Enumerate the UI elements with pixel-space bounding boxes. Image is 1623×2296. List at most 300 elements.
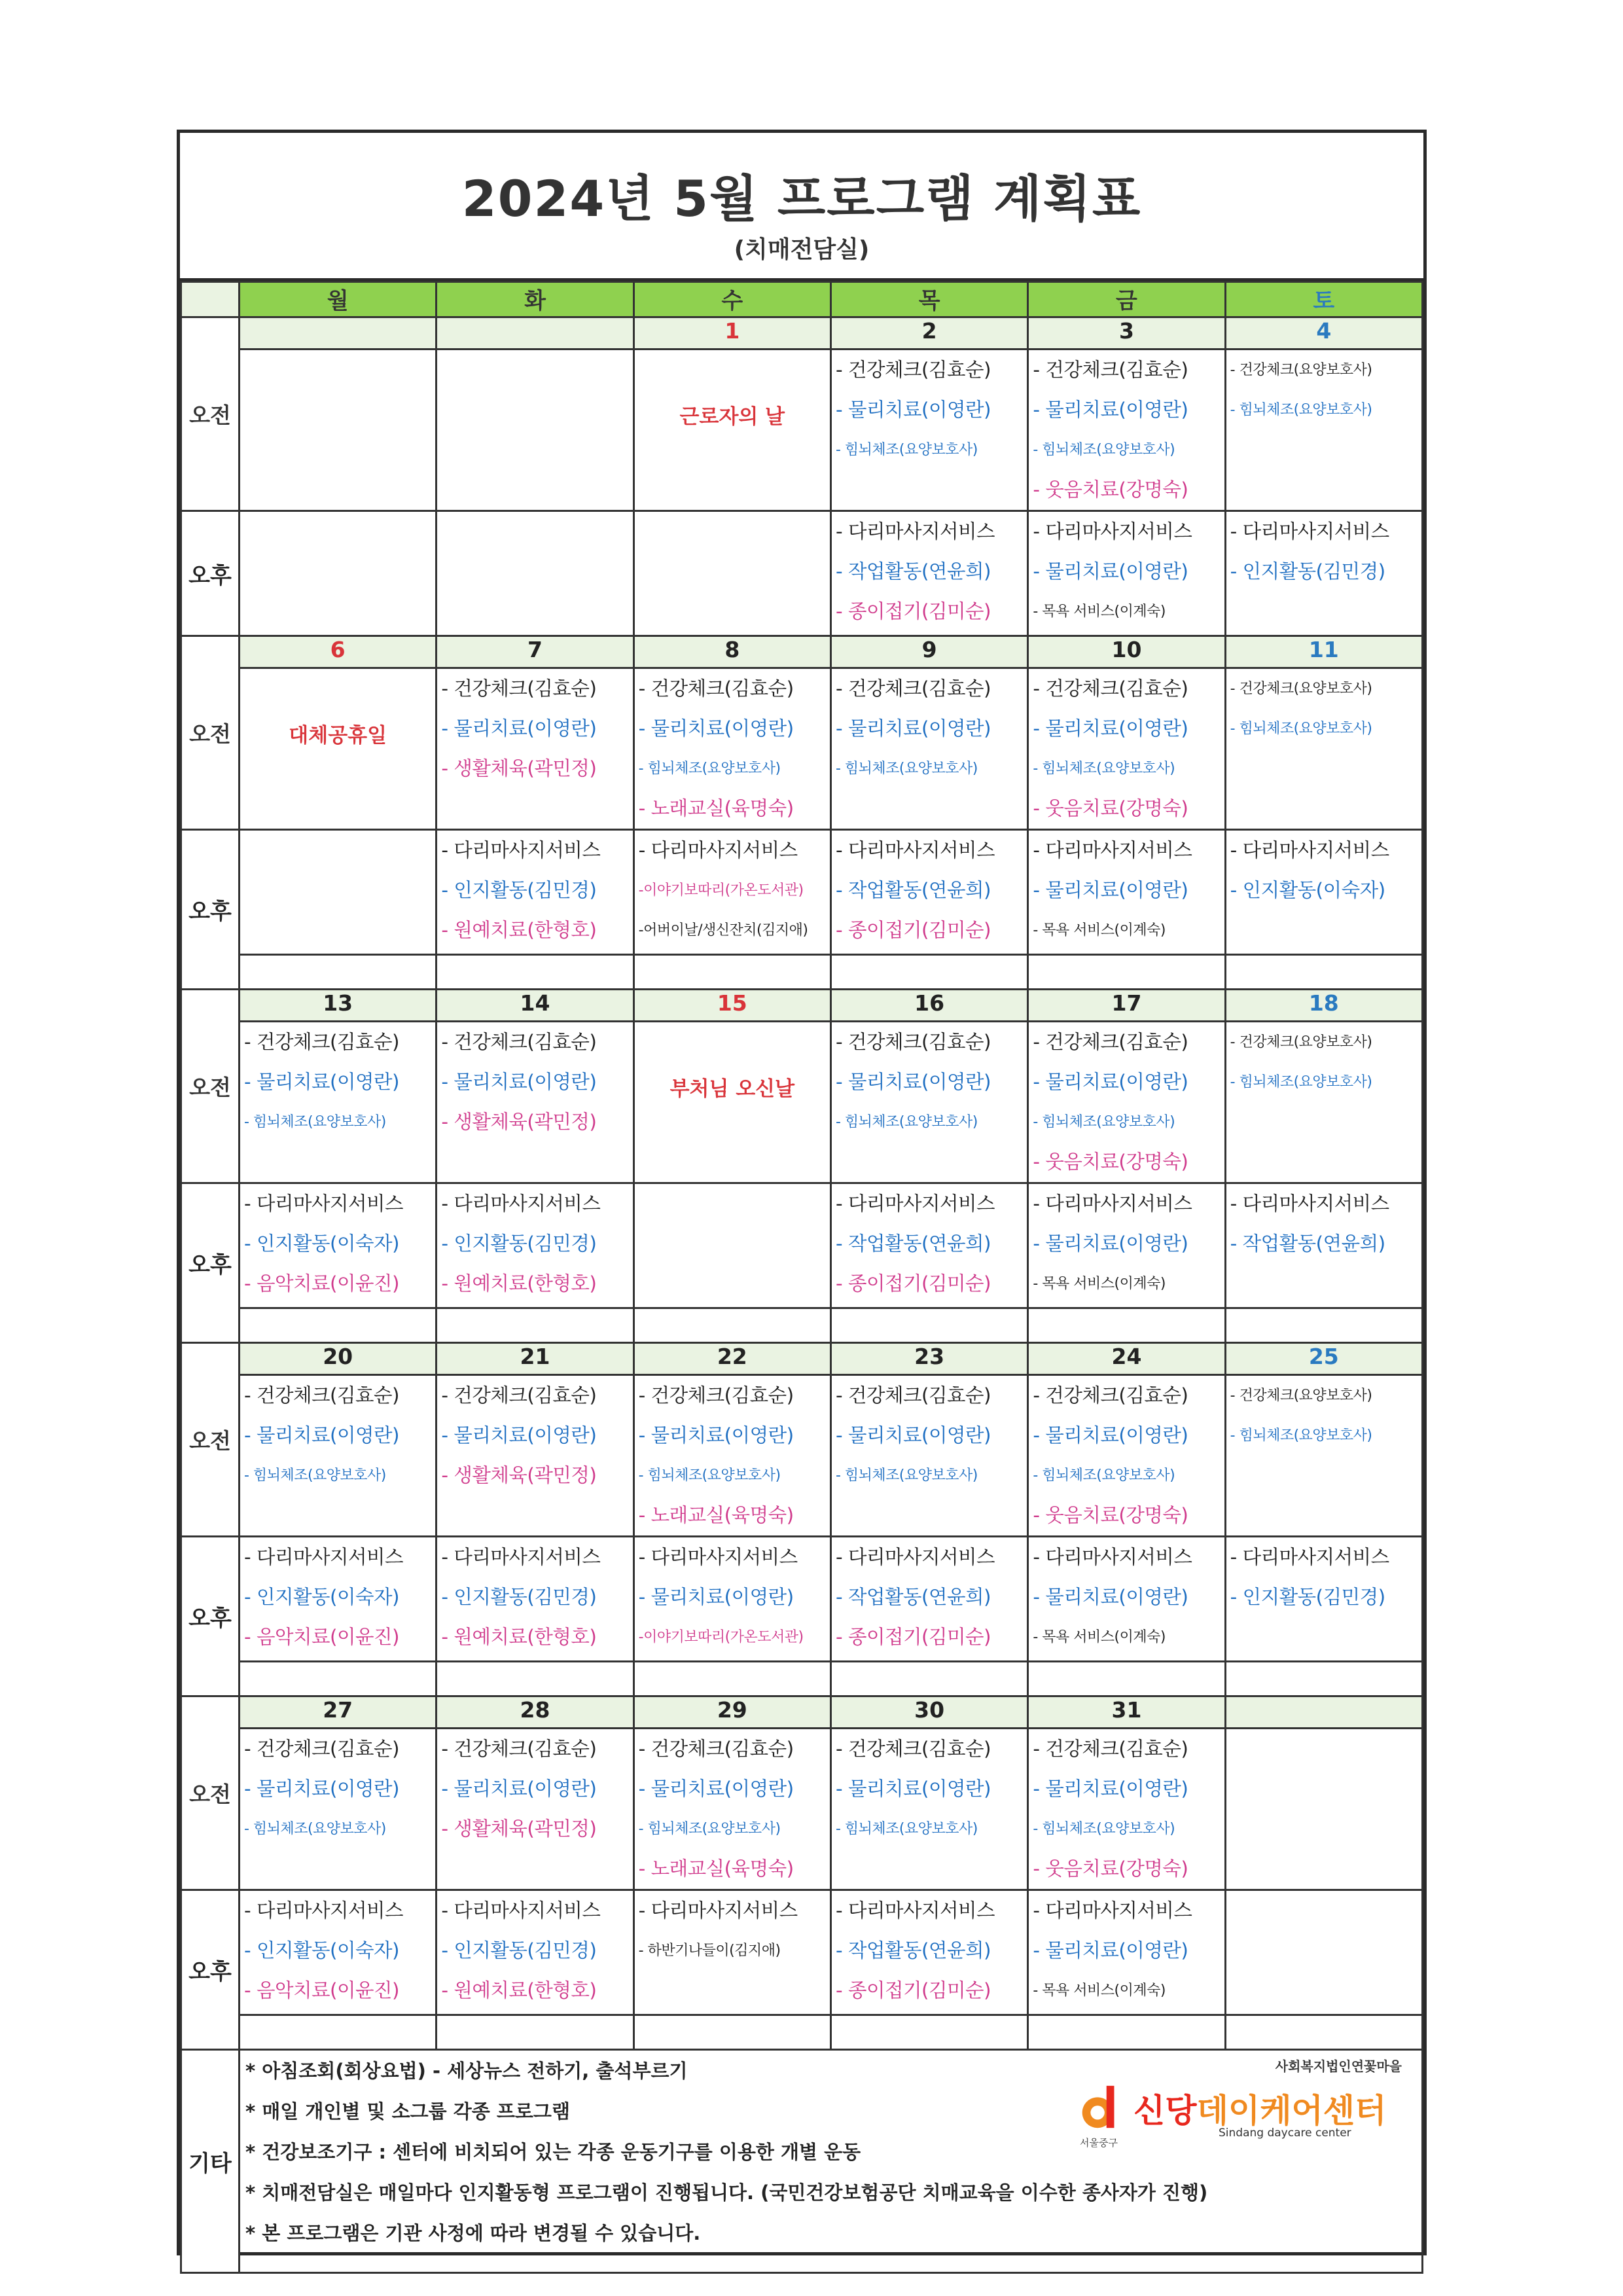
pm-cell <box>240 1890 437 2015</box>
am-row <box>181 1022 1423 1183</box>
spacer-row <box>181 955 1423 990</box>
pm-cell <box>1225 1183 1422 1308</box>
day-number-6: 6 <box>240 636 437 668</box>
program-item: - 건강체크(요양보호사) <box>1230 681 1372 697</box>
program-item: - 웃음치료(강명숙) <box>1033 478 1188 501</box>
am-cell <box>437 1375 633 1537</box>
program-item: - 인지활동(김민경) <box>441 1232 597 1255</box>
program-item: - 다리마사지서비스 <box>244 1193 403 1215</box>
am-cell <box>437 1729 633 1890</box>
day-number-22: 22 <box>633 1343 830 1375</box>
logo-mark-icon <box>1075 2082 1126 2133</box>
am-cell <box>240 1022 437 1183</box>
program-item: - 작업활동(연윤희) <box>835 1939 991 1962</box>
am-cell <box>830 1375 1027 1537</box>
pm-label: 오후 <box>181 1890 240 2050</box>
am-cell <box>240 1375 437 1537</box>
program-item: - 생활체육(곽민정) <box>441 1818 597 1840</box>
program-item: - 다리마사지서비스 <box>638 839 798 861</box>
program-item: - 생활체육(곽민정) <box>441 757 597 780</box>
program-item: - 건강체크(김효순) <box>441 1738 597 1760</box>
pm-row <box>181 830 1423 955</box>
program-item: - 작업활동(연윤희) <box>835 879 991 901</box>
program-item: - 건강체크(김효순) <box>1033 1384 1188 1407</box>
am-row <box>181 1375 1423 1537</box>
pm-cell <box>437 511 633 636</box>
pm-cell <box>1028 511 1225 636</box>
am-cell <box>1225 668 1422 830</box>
logo-district: 서울중구 <box>1080 2137 1118 2149</box>
program-item: - 웃음치료(강명숙) <box>1033 1504 1188 1526</box>
am-cell <box>437 1022 633 1183</box>
am-cell <box>633 668 830 830</box>
spacer-cell <box>1225 955 1422 990</box>
program-item: - 원예치료(한형호) <box>441 919 597 941</box>
program-item: - 종이접기(김미순) <box>835 1626 991 1648</box>
logo-name-main: 신당 <box>1133 2092 1197 2130</box>
program-item: - 다리마사지서비스 <box>638 1899 798 1922</box>
program-item: - 인지활동(이숙자) <box>244 1232 400 1255</box>
day-number-14: 14 <box>437 990 633 1022</box>
weekday-header-2: 수 <box>633 282 830 317</box>
program-item: - 다리마사지서비스 <box>1230 520 1389 543</box>
am-label: 오전 <box>181 1696 240 1890</box>
header-corner <box>181 282 240 317</box>
day-number-1: 1 <box>633 317 830 350</box>
spacer-cell <box>1225 1662 1422 1696</box>
program-item: - 물리치료(이영란) <box>835 1071 991 1093</box>
program-item: - 힘뇌체조(요양보호사) <box>1033 1467 1175 1484</box>
program-item: - 물리치료(이영란) <box>1033 1778 1188 1800</box>
day-number-4: 4 <box>1225 317 1422 350</box>
misc-row <box>181 2050 1423 2273</box>
day-number-30: 30 <box>830 1696 1027 1729</box>
program-item: - 노래교실(육명숙) <box>638 1504 794 1526</box>
program-item: - 건강체크(김효순) <box>441 1384 597 1407</box>
day-number-8: 8 <box>633 636 830 668</box>
program-item: - 다리마사지서비스 <box>835 839 995 861</box>
program-item: - 생활체육(곽민정) <box>441 1464 597 1486</box>
pm-label: 오후 <box>181 1537 240 1696</box>
am-cell <box>830 1022 1027 1183</box>
day-number-27: 27 <box>240 1696 437 1729</box>
program-item: - 물리치료(이영란) <box>835 399 991 421</box>
day-number-21: 21 <box>437 1343 633 1375</box>
program-item: - 원예치료(한형호) <box>441 1979 597 2001</box>
spacer-cell <box>437 1662 633 1696</box>
program-item: - 물리치료(이영란) <box>638 1424 794 1446</box>
program-item: - 음악치료(이윤진) <box>244 1272 400 1295</box>
program-item: - 건강체크(김효순) <box>1033 1738 1188 1760</box>
day-number-9: 9 <box>830 636 1027 668</box>
program-item: - 힘뇌체조(요양보호사) <box>835 442 978 458</box>
program-item: - 음악치료(이윤진) <box>244 1979 400 2001</box>
logo-name <box>1133 2085 1386 2132</box>
day-number-row <box>181 636 1423 668</box>
schedule-sheet <box>177 130 1427 2255</box>
weekday-header-3: 목 <box>830 282 1027 317</box>
spacer-cell <box>633 955 830 990</box>
program-item: - 다리마사지서비스 <box>1033 1899 1192 1922</box>
pm-cell <box>240 830 437 955</box>
pm-cell <box>1225 1890 1422 2015</box>
spacer-cell <box>240 1308 437 1343</box>
program-item: -이야기보따리(가온도서관) <box>638 882 804 899</box>
pm-cell <box>830 1183 1027 1308</box>
pm-cell <box>1028 1890 1225 2015</box>
program-item: - 물리치료(이영란) <box>1033 399 1188 421</box>
am-label: 오전 <box>181 1343 240 1537</box>
day-number-16: 16 <box>830 990 1027 1022</box>
program-item: - 다리마사지서비스 <box>1033 839 1192 861</box>
program-item: - 건강체크(김효순) <box>835 1738 991 1760</box>
program-item: - 목욕 서비스(이계숙) <box>1033 1629 1166 1645</box>
am-cell <box>830 668 1027 830</box>
day-number-13: 13 <box>240 990 437 1022</box>
am-cell <box>240 350 437 511</box>
program-item: - 인지활동(이숙자) <box>244 1939 400 1962</box>
program-item: - 목욕 서비스(이계숙) <box>1033 1982 1166 1999</box>
am-row <box>181 350 1423 511</box>
spacer-row <box>181 1308 1423 1343</box>
program-item: - 힘뇌체조(요양보호사) <box>1033 442 1175 458</box>
pm-cell <box>830 1890 1027 2015</box>
program-item: - 힘뇌체조(요양보호사) <box>244 1114 386 1130</box>
logo-english: Sindang daycare center <box>1219 2126 1351 2140</box>
spacer-cell <box>830 2015 1027 2050</box>
page-title: 2024년 5월 프로그램 계획표 <box>461 170 1142 228</box>
spacer-cell <box>437 2015 633 2050</box>
program-item: - 건강체크(김효순) <box>244 1384 400 1407</box>
am-cell <box>633 1729 830 1890</box>
program-item: - 다리마사지서비스 <box>244 1546 403 1568</box>
day-number-25: 25 <box>1225 1343 1422 1375</box>
program-item: - 다리마사지서비스 <box>835 1193 995 1215</box>
program-item: -어버이날/생신잔치(김지애) <box>638 922 808 939</box>
pm-cell <box>633 1890 830 2015</box>
weekday-header-4: 금 <box>1028 282 1225 317</box>
program-item: - 건강체크(김효순) <box>835 677 991 700</box>
pm-cell <box>1028 830 1225 955</box>
program-item: - 인지활동(이숙자) <box>1230 879 1385 901</box>
program-item: - 힘뇌체조(요양보호사) <box>1230 402 1372 418</box>
program-item: - 웃음치료(강명숙) <box>1033 1857 1188 1880</box>
program-item: - 종이접기(김미순) <box>835 919 991 941</box>
program-item: - 힘뇌체조(요양보호사) <box>638 761 781 777</box>
spacer-cell <box>1225 1308 1422 1343</box>
program-item: - 힘뇌체조(요양보호사) <box>835 1821 978 1837</box>
program-item: - 힘뇌체조(요양보호사) <box>1033 1821 1175 1837</box>
spacer-cell <box>1028 955 1225 990</box>
title-box <box>180 133 1423 281</box>
program-item: - 작업활동(연윤희) <box>835 560 991 583</box>
am-label: 오전 <box>181 636 240 830</box>
program-item: - 인지활동(김민경) <box>1230 560 1385 583</box>
pm-cell <box>1028 1183 1225 1308</box>
program-item: - 건강체크(김효순) <box>638 677 794 700</box>
program-item: - 인지활동(김민경) <box>441 879 597 901</box>
spacer-cell <box>240 2015 437 2050</box>
pm-cell <box>633 511 830 636</box>
program-item: - 인지활동(김민경) <box>441 1939 597 1962</box>
program-item: - 인지활동(김민경) <box>1230 1586 1385 1608</box>
program-item: - 다리마사지서비스 <box>441 1546 601 1568</box>
day-number-17: 17 <box>1028 990 1225 1022</box>
logo-org: 사회복지법인연꽃마을 <box>1275 2058 1402 2074</box>
spacer-cell <box>1225 2015 1422 2050</box>
program-item: - 다리마사지서비스 <box>1230 839 1389 861</box>
day-number-row <box>181 1343 1423 1375</box>
day-number-18: 18 <box>1225 990 1422 1022</box>
program-item: - 다리마사지서비스 <box>835 1899 995 1922</box>
logo-name-sub: 데이케어센터 <box>1196 2092 1387 2130</box>
am-label: 오전 <box>181 317 240 511</box>
program-item: - 종이접기(김미순) <box>835 1272 991 1295</box>
note-line: * 치매전담실은 매일마다 인지활동형 프로그램이 진행됩니다. (국민건강보험공단 치매교육을 이수한 종사자가 진행) <box>245 2181 1208 2204</box>
pm-cell <box>633 830 830 955</box>
program-item: - 힘뇌체조(요양보호사) <box>638 1821 781 1837</box>
program-item: - 노래교실(육명숙) <box>638 1857 794 1880</box>
day-number-28: 28 <box>437 1696 633 1729</box>
program-item: - 종이접기(김미순) <box>835 1979 991 2001</box>
program-item: - 힘뇌체조(요양보호사) <box>1033 761 1175 777</box>
day-number-10: 10 <box>1028 636 1225 668</box>
calendar-table <box>180 281 1423 2274</box>
am-cell <box>1225 350 1422 511</box>
spacer-cell <box>830 1662 1027 1696</box>
spacer-cell <box>437 955 633 990</box>
am-cell <box>1028 668 1225 830</box>
day-number-20: 20 <box>240 1343 437 1375</box>
program-item: - 다리마사지서비스 <box>1033 520 1192 543</box>
program-item: - 물리치료(이영란) <box>1033 1586 1188 1608</box>
pm-row <box>181 511 1423 636</box>
program-item: - 작업활동(연윤희) <box>835 1232 991 1255</box>
program-item: - 건강체크(김효순) <box>1033 1031 1188 1053</box>
program-item: - 힘뇌체조(요양보호사) <box>835 761 978 777</box>
program-item: - 물리치료(이영란) <box>1033 1424 1188 1446</box>
program-item: - 인지활동(이숙자) <box>244 1586 400 1608</box>
am-cell <box>437 668 633 830</box>
program-item: - 힘뇌체조(요양보호사) <box>244 1467 386 1484</box>
program-item: - 물리치료(이영란) <box>1033 1232 1188 1255</box>
program-item: - 건강체크(김효순) <box>441 1031 597 1053</box>
pm-cell <box>240 511 437 636</box>
pm-cell <box>437 1537 633 1662</box>
program-item: - 건강체크(김효순) <box>1033 677 1188 700</box>
am-cell <box>1028 1022 1225 1183</box>
am-label: 오전 <box>181 990 240 1183</box>
program-item: - 물리치료(이영란) <box>441 1424 597 1446</box>
pm-label: 오후 <box>181 511 240 636</box>
note-line: * 건강보조기구 : 센터에 비치되어 있는 각종 운동기구를 이용한 개별 운동 <box>245 2141 861 2163</box>
program-item: - 힘뇌체조(요양보호사) <box>835 1114 978 1130</box>
pm-cell <box>830 511 1027 636</box>
program-item: - 물리치료(이영란) <box>441 1778 597 1800</box>
program-item: - 종이접기(김미순) <box>835 600 991 622</box>
pm-cell <box>437 1890 633 2015</box>
program-item: - 목욕 서비스(이계숙) <box>1033 603 1166 620</box>
day-number-row <box>181 990 1423 1022</box>
pm-cell <box>437 1183 633 1308</box>
program-item: - 힘뇌체조(요양보호사) <box>1230 1427 1372 1444</box>
am-cell <box>633 1022 830 1183</box>
am-cell <box>1225 1022 1422 1183</box>
program-item: - 물리치료(이영란) <box>244 1778 400 1800</box>
program-item: - 힘뇌체조(요양보호사) <box>1230 1074 1372 1090</box>
weekday-header-1: 화 <box>437 282 633 317</box>
holiday-label: 부처님 오신날 <box>669 1077 795 1101</box>
program-item: - 힘뇌체조(요양보호사) <box>1033 1114 1175 1130</box>
program-item: - 다리마사지서비스 <box>1230 1193 1389 1215</box>
program-item: - 건강체크(김효순) <box>638 1738 794 1760</box>
program-item: - 건강체크(김효순) <box>835 1384 991 1407</box>
program-item: - 목욕 서비스(이계숙) <box>1033 922 1166 939</box>
pm-row <box>181 1183 1423 1308</box>
program-item: - 다리마사지서비스 <box>441 839 601 861</box>
weekday-header-5: 토 <box>1225 282 1422 317</box>
am-cell <box>437 350 633 511</box>
program-item: - 생활체육(곽민정) <box>441 1111 597 1133</box>
program-item: - 다리마사지서비스 <box>1230 1546 1389 1568</box>
program-item: - 물리치료(이영란) <box>638 717 794 740</box>
program-item: - 건강체크(김효순) <box>244 1031 400 1053</box>
spacer-cell <box>830 1308 1027 1343</box>
program-item: - 하반기나들이(김지애) <box>638 1943 781 1959</box>
spacer-cell <box>830 955 1027 990</box>
program-item: - 목욕 서비스(이계숙) <box>1033 1276 1166 1292</box>
program-item: - 물리치료(이영란) <box>638 1778 794 1800</box>
program-item: - 다리마사지서비스 <box>1033 1193 1192 1215</box>
program-item: - 다리마사지서비스 <box>1033 1546 1192 1568</box>
day-number-empty <box>437 317 633 350</box>
am-cell <box>830 1729 1027 1890</box>
program-item: - 물리치료(이영란) <box>1033 560 1188 583</box>
program-item: - 건강체크(김효순) <box>244 1738 400 1760</box>
program-item: - 힘뇌체조(요양보호사) <box>1230 721 1372 737</box>
note-line: * 아침조회(회상요법) - 세상뉴스 전하기, 출석부르기 <box>245 2060 688 2082</box>
program-item: - 다리마사지서비스 <box>835 520 995 543</box>
note-line: * 본 프로그램은 기관 사정에 따라 변경될 수 있습니다. <box>245 2222 701 2244</box>
spacer-cell <box>633 1308 830 1343</box>
program-item: - 물리치료(이영란) <box>244 1424 400 1446</box>
spacer-row <box>181 1662 1423 1696</box>
program-item: - 작업활동(연윤희) <box>1230 1232 1385 1255</box>
spacer-cell <box>240 955 437 990</box>
spacer-cell <box>633 1662 830 1696</box>
pm-cell <box>1225 511 1422 636</box>
am-cell <box>240 668 437 830</box>
pm-row <box>181 1537 1423 1662</box>
misc-cell <box>240 2050 1423 2273</box>
program-item: - 물리치료(이영란) <box>1033 1071 1188 1093</box>
program-item: - 작업활동(연윤희) <box>835 1586 991 1608</box>
pm-cell <box>830 830 1027 955</box>
spacer-cell <box>240 1662 437 1696</box>
program-item: - 다리마사지서비스 <box>638 1546 798 1568</box>
program-item: - 원예치료(한형호) <box>441 1626 597 1648</box>
holiday-label: 근로자의 날 <box>679 405 785 429</box>
spacer-row <box>181 2015 1423 2050</box>
am-cell <box>633 350 830 511</box>
page-subtitle: (치매전담실) <box>734 236 870 263</box>
pm-row <box>181 1890 1423 2015</box>
day-number-2: 2 <box>830 317 1027 350</box>
spacer-cell <box>1028 2015 1225 2050</box>
program-item: - 건강체크(김효순) <box>1033 359 1188 381</box>
day-number-3: 3 <box>1028 317 1225 350</box>
program-item: - 물리치료(이영란) <box>835 1778 991 1800</box>
am-cell <box>1225 1729 1422 1890</box>
pm-label: 오후 <box>181 1183 240 1343</box>
am-cell <box>1028 350 1225 511</box>
program-item: - 다리마사지서비스 <box>244 1899 403 1922</box>
pm-cell <box>437 830 633 955</box>
day-number-29: 29 <box>633 1696 830 1729</box>
pm-cell <box>633 1183 830 1308</box>
program-item: - 물리치료(이영란) <box>1033 1939 1188 1962</box>
day-number-23: 23 <box>830 1343 1027 1375</box>
am-row <box>181 1729 1423 1890</box>
program-item: - 인지활동(김민경) <box>441 1586 597 1608</box>
day-number-31: 31 <box>1028 1696 1225 1729</box>
day-number-row <box>181 1696 1423 1729</box>
spacer-cell <box>633 2015 830 2050</box>
program-item: - 물리치료(이영란) <box>1033 717 1188 740</box>
pm-cell <box>1225 1537 1422 1662</box>
day-number-15: 15 <box>633 990 830 1022</box>
spacer-cell <box>1028 1308 1225 1343</box>
program-item: - 힘뇌체조(요양보호사) <box>638 1467 781 1484</box>
misc-label: 기타 <box>181 2050 240 2273</box>
program-item: - 웃음치료(강명숙) <box>1033 797 1188 819</box>
program-item: - 건강체크(요양보호사) <box>1230 1034 1372 1050</box>
program-item: - 물리치료(이영란) <box>638 1586 794 1608</box>
center-logo <box>1075 2056 1402 2154</box>
program-item: - 음악치료(이윤진) <box>244 1626 400 1648</box>
program-item: - 힘뇌체조(요양보호사) <box>244 1821 386 1837</box>
am-cell <box>633 1375 830 1537</box>
program-item: - 건강체크(김효순) <box>638 1384 794 1407</box>
program-item: - 원예치료(한형호) <box>441 1272 597 1295</box>
program-item: - 건강체크(김효순) <box>835 1031 991 1053</box>
pm-label: 오후 <box>181 830 240 990</box>
holiday-label: 대체공휴일 <box>289 724 387 747</box>
program-item: - 건강체크(요양보호사) <box>1230 362 1372 378</box>
weekday-header-row <box>181 282 1423 317</box>
am-cell <box>1225 1375 1422 1537</box>
pm-cell <box>830 1537 1027 1662</box>
program-item: - 노래교실(육명숙) <box>638 797 794 819</box>
program-item: - 다리마사지서비스 <box>441 1899 601 1922</box>
program-item: - 물리치료(이영란) <box>835 717 991 740</box>
pm-cell <box>240 1537 437 1662</box>
program-item: -이야기보따리(가온도서관) <box>638 1629 804 1645</box>
program-item: - 물리치료(이영란) <box>244 1071 400 1093</box>
am-cell <box>240 1729 437 1890</box>
pm-cell <box>1028 1537 1225 1662</box>
day-number-24: 24 <box>1028 1343 1225 1375</box>
program-item: - 물리치료(이영란) <box>441 1071 597 1093</box>
note-line: * 매일 개인별 및 소그룹 각종 프로그램 <box>245 2100 570 2123</box>
day-number-empty <box>240 317 437 350</box>
program-item: - 건강체크(김효순) <box>835 359 991 381</box>
program-item: - 물리치료(이영란) <box>1033 879 1188 901</box>
day-number-7: 7 <box>437 636 633 668</box>
am-cell <box>1028 1729 1225 1890</box>
day-number-row <box>181 317 1423 350</box>
pm-cell <box>240 1183 437 1308</box>
